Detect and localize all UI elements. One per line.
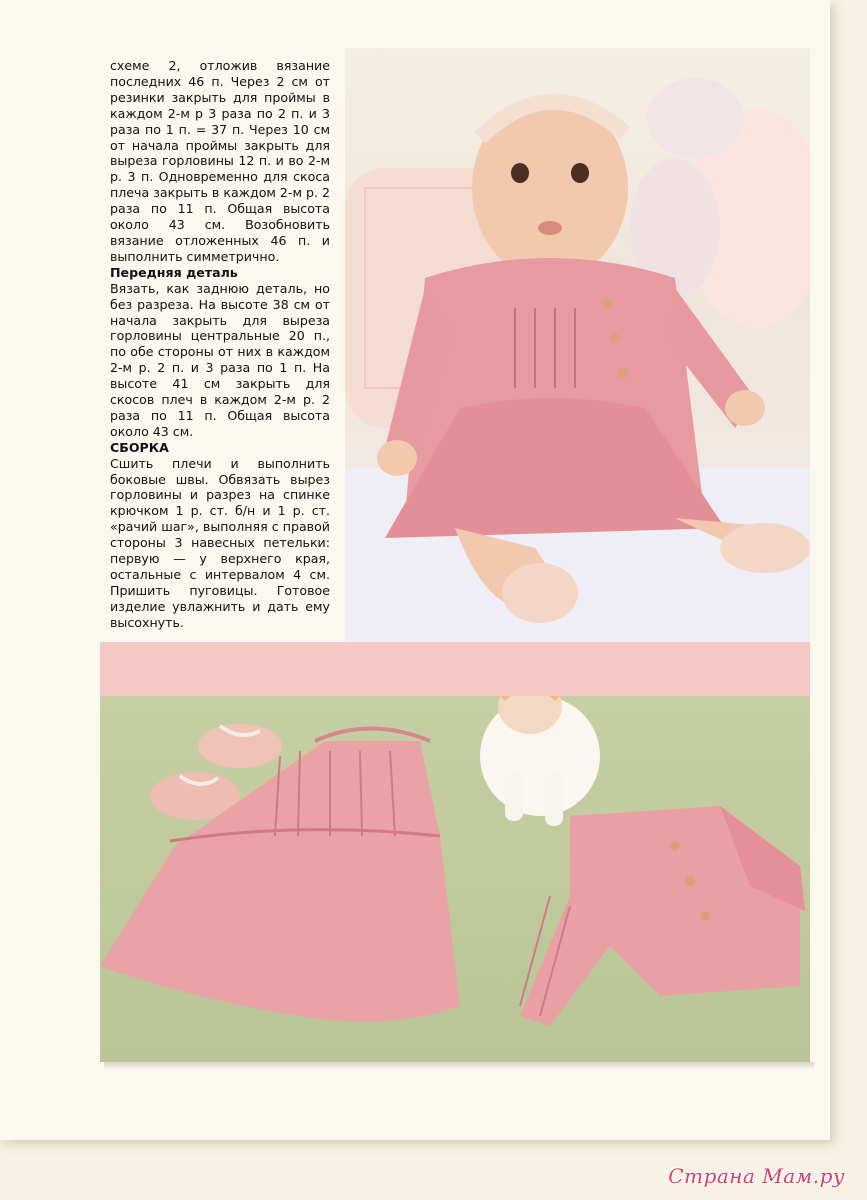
paragraph-back-continuation: схеме 2, отложив вязание последних 46 п. Через 2 см от резинки закрыть для проймы в каждом 2-м р 3 раза по 2 п. и 3 раза по 1 п. = 37 п. Через 10 см от начала проймы закрыть для выреза горловины 12 п. и во 2-м р. 3 п. Одновременно для скоса плеча закрыть в каждом 2-м р. 2 раза по 11 п. Общая высота около 43 см. Возобновить вязание отложенных 46 п. и выполнить симметрично. [110, 58, 330, 264]
photo-shadow [104, 1062, 814, 1070]
baby-photo [345, 48, 810, 642]
site-watermark: Страна Мам.ру [668, 1164, 845, 1188]
heading-front-piece: Передняя деталь [110, 264, 238, 280]
paragraph-assembly: Сшить плечи и выполнить боковые швы. Обвязать вырез горловины и разрез на спинке крючком 1 р. ст. б/н и 1 р. ст. «рачий шаг», выполняя с правой стороны 3 навесных петельки: первую — у верхнего края, остальные с интервалом 4 см. Пришить пуговицы. Готовое изделие увлажнить и дать ему высохнуть. [110, 455, 330, 630]
dress-cardigan-doll-illustration [100, 696, 810, 1062]
baby-in-knit-dress-illustration [345, 48, 810, 642]
knitwear-flatlay-photo [100, 696, 810, 1062]
heading-assembly: СБОРКА [110, 439, 169, 455]
pattern-instructions [110, 58, 330, 631]
paragraph-front-piece: Вязать, как заднюю деталь, но без разреза. На высоте 38 см от начала закрыть для выреза горловины центральные 20 п., по обе стороны от них в каждом 2-м р. 2 п. и 3 раза по 1 п. На высоте 41 см закрыть для скосов плеч в каждом 2-м р. 2 раза по 11 п. Общая высота около 43 см. [110, 280, 330, 439]
pink-band [100, 642, 810, 696]
